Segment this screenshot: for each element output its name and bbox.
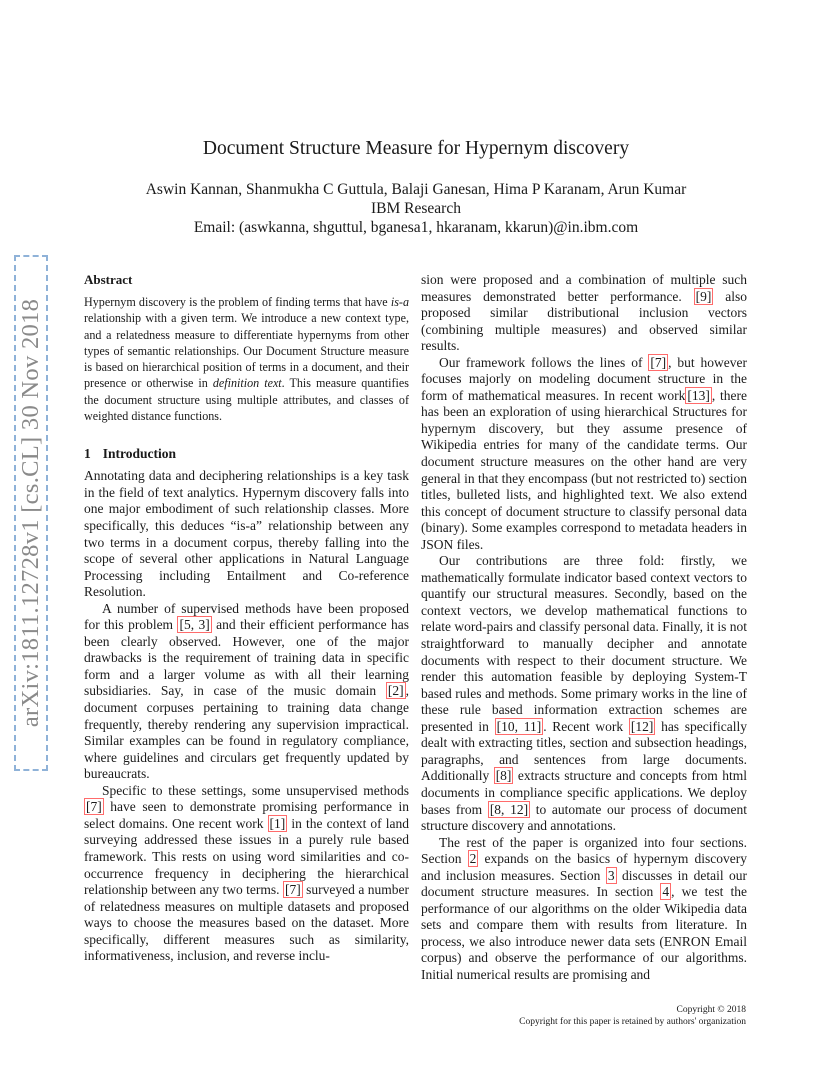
paragraph-text: The rest of the paper is organized into four sections. Section (421, 834, 747, 867)
citation-link[interactable]: [10, 11] (496, 718, 542, 734)
intro-paragraph-1: Annotating data and deciphering relationships is a key task in the field of text analytics. Hypernym discovery falls into one major embodiment of such relationship classes. More specifically, this deduces “is-a” relationship between any two terms in a document corpus, thereby falling into the scope of several other applications in Natural Language Processing including Entailment and Co-reference Resolution. (84, 468, 409, 600)
citation-link[interactable]: [7] (284, 882, 301, 898)
left-column (84, 272, 409, 965)
citation-link[interactable]: [7] (86, 799, 102, 815)
paper-title: Document Structure Measure for Hypernym discovery (202, 138, 630, 159)
paragraph-text: and their efficient performance has been clearly observed. However, one of the major drawbacks is the requirement of training data in specific form and a larger volume as with all their learning subsidiaries. Say, in case of the music domain (84, 617, 409, 699)
paragraph-text: expands on the basics of hypernym discovery and inclusion measures. Section (421, 851, 747, 883)
citation-link[interactable]: [8, 12] (489, 801, 529, 817)
arxiv-identifier-text: arXiv:1811.12728v1 [cs.CL] 30 Nov 2018 (17, 298, 44, 728)
citation-link[interactable]: [5, 3] (179, 617, 210, 633)
intro-paragraph-2 (84, 601, 409, 783)
section-number: 1 (84, 446, 91, 462)
right-column (421, 272, 747, 984)
abstract-text-part: . This measure quantifies the document structure using multiple attributes, and classes of weighted distance functions. (84, 376, 409, 424)
paragraph-text: in the context of land surveying addressed these issues in a purely rule based framework. This rests on using word similarities and co-occurrence frequency in deciphering the hierarchical relationship between any two terms. (84, 815, 409, 898)
section-link[interactable]: 3 (607, 867, 615, 883)
section-heading-introduction (84, 446, 409, 462)
paragraph-text: , we test the performance of our algorithms on the older Wikipedia data sets and compare them with results from literature. In process, we also introduce newer data sets (ENRON Email corpus) and observe the performance of our algorithms. Initial numerical results are promising and (421, 884, 747, 982)
abstract-text-part: Hypernym discovery is the problem of finding terms that have (84, 295, 391, 309)
intro-paragraph-6 (421, 835, 747, 984)
paragraph-text: , there has been an exploration of using hierarchical Structures for hypernym discovery, but they assume presence of Wikipedia entries for many of the candidate terms. Our document structure measures on the other hand are very general in that they encompass (but not restricted to) section titles, bulleted lists, and highlighted text. We also extend this concept of document structure to classify personal data (binary). Some examples correspond to metadata headers in JSON files. (421, 387, 747, 552)
section-link[interactable]: 2 (469, 851, 477, 867)
citation-link[interactable]: [13] (687, 387, 710, 403)
paragraph-text: . Recent work (543, 718, 629, 734)
citation-link[interactable]: [12] (630, 718, 654, 734)
author-list: Aswin Kannan, Shanmukha C Guttula, Balaji Ganesan, Hima P Karanam, Arun Kumar (145, 181, 687, 198)
abstract-heading: Abstract (84, 272, 133, 287)
abstract-text-part: relationship with a given term. We introduce a new context type, and a relatedness measure to differentiate hypernyms from other types of semantic relationships. Our Document Structure measure is based on hierarchical position of terms in a document, and their presence or otherwise in (84, 311, 409, 391)
arxiv-identifier-stamp (14, 255, 48, 771)
intro-paragraph-3 (84, 783, 409, 965)
citation-link[interactable]: [7] (650, 354, 667, 370)
paragraph-text: , but however focuses majorly on modeling document structure in the form of mathematical measures. In recent work (421, 354, 747, 403)
intro-paragraph-5 (421, 553, 747, 834)
abstract-term-is-a: is-a (390, 295, 409, 309)
paragraph-text: surveyed a number of relatedness measures on multiple datasets and proposed ways to choose the measures based on the dataset. More specifically, different measures such as similarity, informativeness, inclusion, and reverse inclu- (84, 882, 409, 964)
citation-link[interactable]: [8] (495, 768, 512, 784)
citation-link[interactable]: [1] (269, 815, 286, 831)
paragraph-text: Our contributions are three fold: firstly, we mathematically formulate indicator based context vectors to quantify our structural measures. Secondly, based on the context vectors, we develop mathematical functions to relate word-pairs and classify personal data. Finally, it is not straightforward to manually decipher and annotate documents with respect to their document structure. We render this automation feasible by deploying System-T based rules and methods. Some primary works in the line of these rule based information extraction schemes are presented in (421, 553, 747, 734)
affiliation: IBM Research (371, 200, 461, 217)
copyright-notice: Copyright for this paper is retained by authors' organization (519, 1017, 746, 1027)
paragraph-text: sion were proposed and a combination of multiple such measures demonstrated better performance. (421, 272, 747, 304)
paragraph-text: Our framework follows the lines of (439, 354, 649, 370)
paragraph-text: discusses in detail our document structure measures. In section (421, 867, 748, 900)
intro-paragraph-3-continued (421, 272, 747, 355)
abstract-text (84, 294, 409, 424)
section-link[interactable]: 4 (662, 884, 670, 900)
paragraph-text: A number of supervised methods have been proposed for this problem (84, 600, 409, 633)
section-title: Introduction (102, 446, 177, 462)
author-emails: Email: (aswkanna, shguttul, bganesa1, hkaranam, kkarun)@in.ibm.com (193, 219, 639, 236)
paragraph-text: Specific to these settings, some unsupervised methods (102, 782, 409, 798)
abstract-term-definition-text: definition text (212, 376, 282, 391)
intro-paragraph-4 (421, 355, 747, 554)
paragraph-text: have seen to demonstrate promising performance in select domains. One recent work (84, 799, 409, 831)
citation-link[interactable]: [2] (387, 683, 404, 699)
copyright-line: Copyright © 2018 (676, 1005, 746, 1015)
copyright-footer (519, 1004, 746, 1028)
paragraph-text: also proposed similar distributional inclusion vectors (combining multiple measures) and observed similar results. (421, 288, 747, 354)
paragraph-text: extracts structure and concepts from html documents in compliance specific applications. We deploy bases from (421, 768, 747, 817)
paragraph-text: , document corpuses pertaining to training data change frequently, thereby rendering any supervision impractical. Similar examples can be found in regulatory compliance, where guidelines and circulars get frequently updated by bureaucrats. (84, 683, 409, 782)
paragraph-text: to automate our process of document structure discovery and annotations. (421, 801, 747, 834)
paragraph-text: has specifically dealt with extracting titles, section and subsection headings, paragraphs, and sentences from large documents. Additionally (421, 718, 747, 784)
citation-link[interactable]: [9] (695, 288, 712, 304)
